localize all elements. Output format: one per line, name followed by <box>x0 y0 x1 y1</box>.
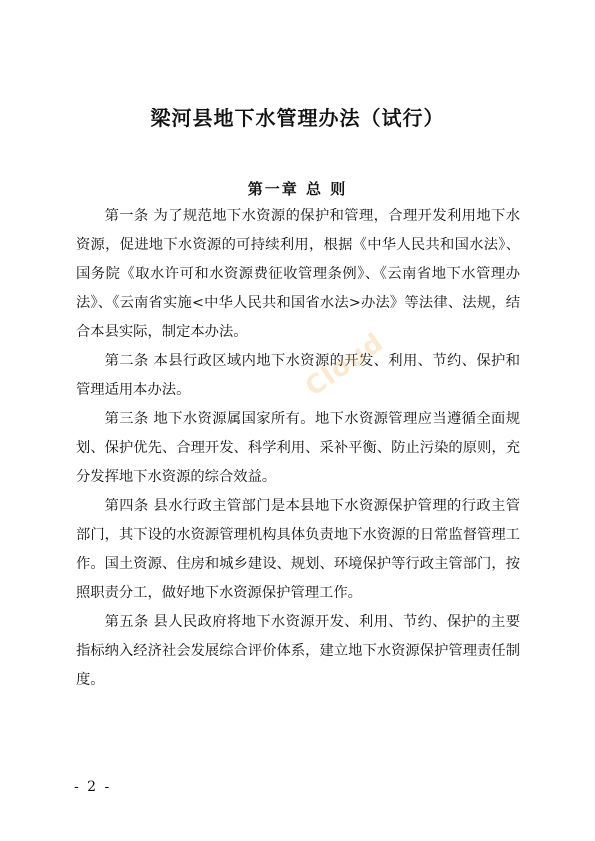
article-2: 第二条 本县行政区域内地下水资源的开发、利用、节约、保护和管理适用本办法。 <box>76 353 520 398</box>
document-body <box>76 202 520 695</box>
chapter-heading: 第一章 总 则 <box>247 180 348 198</box>
page-number: - 2 - <box>74 779 112 795</box>
article-5: 第五条 县人民政府将地下水资源开发、利用、节约、保护的主要指标纳入经济社会发展综合评价体系，建立地下水资源保护管理责任制度。 <box>76 614 520 688</box>
watermark: Cloud <box>300 327 390 403</box>
article-1: 第一条 为了规范地下水资源的保护和管理，合理开发利用地下水资源，促进地下水资源的可持续利用，根据《中华人民共和国水法》、国务院《取水许可和水资源费征收管理条例》、《云南省地下水管理办法》、《云南省实施<中华人民共和国省水法>办法》等法律、法规，结合本县实际，制定本办法。 <box>76 208 520 340</box>
article-3: 第三条 地下水资源属国家所有。地下水资源管理应当遵循全面规划、保护优先、合理开发、科学利用、采补平衡、防止污染的原则，充分发挥地下水资源的综合效益。 <box>76 411 520 485</box>
document-title: 梁河县地下水管理办法（试行） <box>150 106 445 130</box>
article-4: 第四条 县水行政主管部门是本县地下水资源保护管理的行政主管部门，其下设的水资源管理机构具体负责地下水资源的日常监督管理工作。国土资源、住房和城乡建设、规划、环境保护等行政主管部门，按照职责分工，做好地下水资源保护管理工作。 <box>76 498 520 601</box>
